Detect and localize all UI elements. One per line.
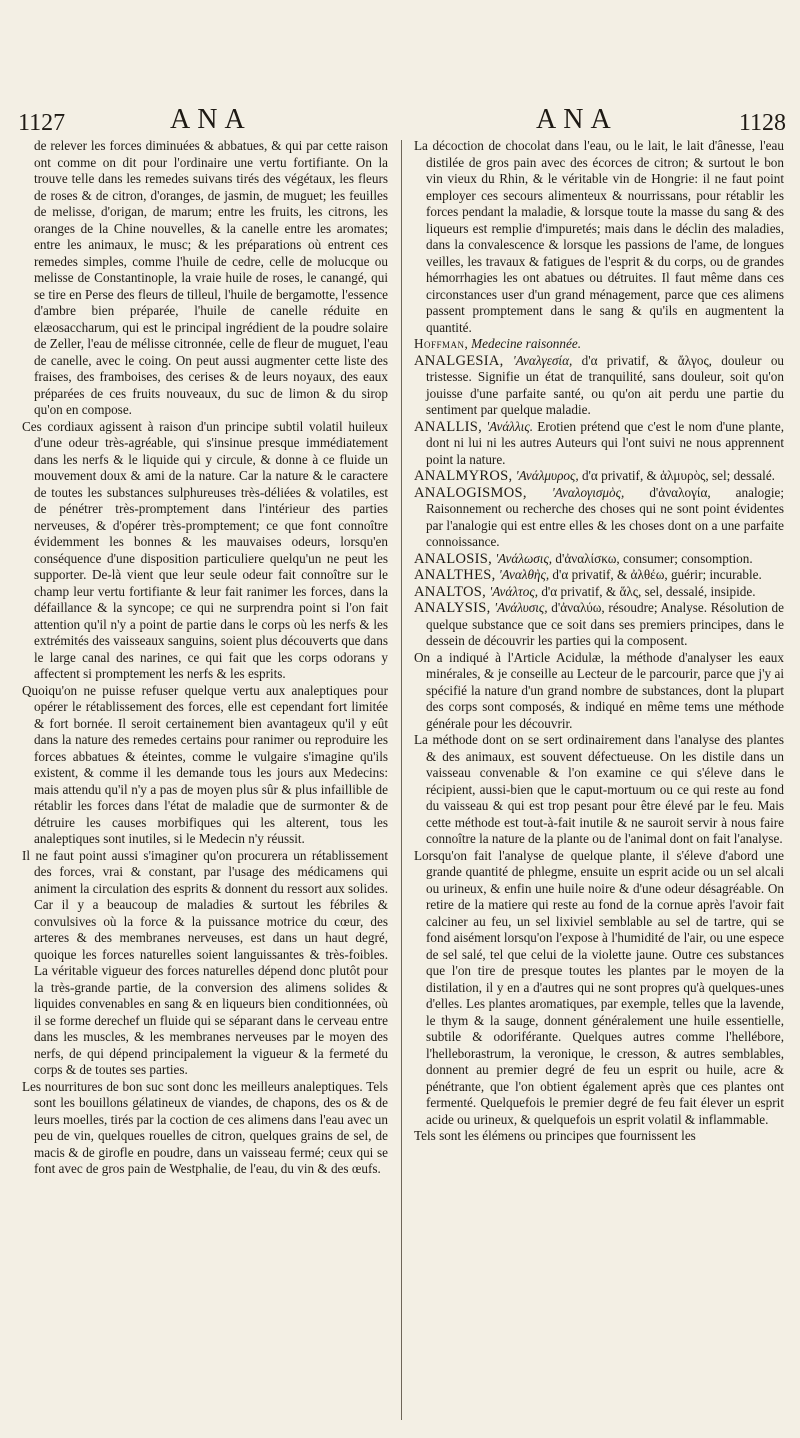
entry-headword: ANALOSIS, <box>414 550 493 567</box>
entry-definition: d'ἀναλύω, résoudre; Analyse. Résolution de quelque substance que ce soit dans ses premiers principes, dans le dessein de découvrir les parties qui la composent. <box>426 600 784 648</box>
dictionary-entry <box>414 468 784 485</box>
right-column <box>414 138 784 1438</box>
dictionary-entry <box>414 567 784 584</box>
left-column <box>22 138 388 1438</box>
entry-greek: 'Αναλθὴς, <box>498 567 550 582</box>
dictionary-entry <box>414 419 784 469</box>
right-running-head: ANA <box>536 104 618 135</box>
author-signature: Hoffman, Medecine raisonnée. <box>414 336 581 351</box>
entry-greek: 'Ανάλυσις, <box>494 600 548 615</box>
entry-headword: ANALLIS, <box>414 418 483 435</box>
paragraph: La méthode dont on se sert ordinairement dans l'analyse des plantes & des animaux, est souvent défectueuse. On les distile dans un vaisseau convenable & l'on examine ce qui s'éleve dans le récipient, aussi-bien que le caput-mortuum ou ce qui reste au fond du vaisseau & qui est trop pesant pour être élevé par le feu. Mais cette méthode est tout-à-fait inutile & ne sauroit servir à nous faire connoître la nature de la plante ou de l'animal dont on fait l'analyse. <box>414 732 784 846</box>
paragraph: La décoction de chocolat dans l'eau, ou le lait, le lait d'ânesse, l'eau distilée de gros pain avec des écorces de citron; & surtout le bon vin vieux du Rhin, & le véritable vin de Hongrie: il ne faut point employer ces secours alimenteux & nourrissans, pour rétablir les forces pendant la maladie, & lorsque toute la masse du sang & des liqueurs est remplie d'impuretés; mais dans le déclin des maladies, dans la convalescence & lorsque les passions de l'ame, de longues veilles, les travaux & fatigues de l'esprit & du corps, ou de grandes hémorrhagies les ont abatues ou détruites. Il faut même dans ces circonstances user d'un grand ménagement, parce que ces alimens passent promptement dans le sang & qu'ils en augmentent la quantité. <box>414 138 784 335</box>
entry-headword: ANALYSIS, <box>414 600 491 616</box>
entry-headword: ANALMYROS, <box>414 468 513 484</box>
paragraph: de relever les forces diminuées & abbatues, & qui par cette raison ont comme on dit pour l'ordinaire une vertu fortifiante. On la trouve telle dans les remedes suivans tirés des végétaux, les fleurs de roses & de citron, d'oranges, de jasmin, de muguet; les feuilles de melisse, d'origan, de marum; entre les fruits, les citrons, les oranges de la Chine nouvelles, & la canelle entre les aromates; entre les animaux, le musc; & les préparations où entrent ces remedes simples, comme l'huile de cedre, celle de molucque ou melisse de Constantinople, la vraie huile de roses, le canangé, qui se tire en Perse des fleurs de tilleul, l'huile de bergamotte, l'essence d'ambre bien préparée, l'huile de canelle réduite en elæosaccharum, qui est le principal ingrédient de la poudre solaire de Zeller, l'eau de mélisse citronnée, celle de fleur de muguet, l'eau de canelle, avec le coing. On peut aussi augmenter cette liste des fraises, des framboises, des cerises & de leurs noyaux, des eaux préparées de ces fruits nouveaux, du suc de limon & du sirop qu'on en compose. <box>34 138 388 417</box>
left-running-head: ANA <box>170 104 252 135</box>
entry-greek: 'Ανάλτος, <box>489 583 539 599</box>
entry-definition: d'α privatif, & ἅλς, sel, dessalé, insipide. <box>541 583 756 599</box>
entry-definition: d'ἀναλίσκω, consumer; consomption. <box>555 550 753 566</box>
dictionary-entry <box>414 353 784 419</box>
entry-headword: ANALOGISMOS, <box>414 484 527 501</box>
dictionary-entry <box>414 600 784 650</box>
right-page-number: 1128 <box>738 110 786 136</box>
paragraph: Il ne faut point aussi s'imaginer qu'on procurera un rétablissement des forces, vrai & constant, par l'usage des médicamens qui animent la circulation des esprits & donnent du ressort aux solides. Car il y a beaucoup de maladies & surtout les fébriles & convulsives où la force & la puissance motrice du cœur, des arteres & des membranes nerveuses, est dans un haut degré, quoique les forces naturelles soient languissantes & très-foibles. La véritable vigueur des forces naturelles dépend donc plutôt pour la très-grande partie, de la conversion des alimens solides & liquides convenables en sang & en liqueurs bien conditionnées, où il se forme derechef un fluide qui se séparant dans le cerveau entre dans les muscles, & les membranes nerveuses par le moyen des nerfs, de qui dépend principalement la vigueur & la fermeté du corps & de toutes ses parties. <box>22 847 388 1077</box>
paragraph: Lorsqu'on fait l'analyse de quelque plante, il s'éleve d'abord une grande quantité de phlegme, ensuite un esprit acide ou un sel alcali ou urineux, & enfin une huile noire & d'une odeur désagréable. On retire de la matiere qui reste au fond de la cornue après l'avoir fait calciner au feu, un sel lixiviel semblable au sel de tartre, qui se fond aisément lorsqu'on l'expose à l'humidité de l'air, ou une espece de sel salé, tel que celui de la violette jaune. Outre ces substances que l'on tire de presque toutes les plantes par le moyen de la distilation, il y en a d'autres qui ne sont propres qu'à quelques-unes d'elles. Les plantes aromatiques, par exemple, telles que la lavende, le thym & la sauge, donnent généralement une huile essentielle, subtile & odoriférante. Quelques autres comme l'hellébore, l'helleborastrum, la veronique, le cresson, & autres semblables, donnent au premier degré de feu un esprit ou huile, acre & pénétrante, que l'on obtient également après que ces plantes ont fermenté. Quelquefois le premier degré de feu fait élever un esprit acide ou urineux, & quelquefois un esprit volatil & inflammable. <box>414 847 784 1127</box>
entry-definition: Erotien prétend que c'est le nom d'une plante, dont ni lui ni les autres Auteurs qui l'ont suivi ne nous apprennent point la nature. <box>426 418 784 467</box>
entry-greek: 'Ανάλλις. <box>486 418 533 434</box>
paragraph: Ces cordiaux agissent à raison d'un principe subtil volatil huileux d'une odeur très-agréable, qui s'insinue presque immédiatement dans les nerfs & le liquide qui y circule, & donne à ce fluide un mouvement doux & ami de la nature. Car la nature & le caractere de toutes les substances sulphureuses très-déliées & volatiles, est de pénétrer très-promptement dans l'intérieur des parties nerveuses, & d'opérer très-promptement; ce que font connoître évidemment les bonnes & les mauvaises odeurs, lorsqu'en conséquence d'une disposition particuliere quelqu'un ne peut les supporter. De-là vient que leur seule odeur fait connoître sur le champ leur vertu fortifiante & leur fait ranimer les forces, dans la défaillance & la syncope; ce qui ne surprendra point si l'on fait attention qu'il n'y a point de partie dans le corps où les nerfs & les extrémités des vaisseaux sanguins, soient plus découverts que dans le large canal des narines, ce qui fait que les corps odorans y affectent si promptement les nerfs & les esprits. <box>22 418 388 681</box>
signature-work: Medecine raisonnée. <box>471 336 581 351</box>
paragraph: Quoiqu'on ne puisse refuser quelque vertu aux analeptiques pour opérer le rétablissement des forces, elle est cependant fort limitée & fort bornée. Il seroit certainement bien avantageux qu'il y eût dans la nature des remedes certains pour ranimer ou reproduire les forces abbatues & éteintes, comme le vulgaire s'imagine qu'ils existent, & comme il les demande tous les jours aux Medecins: mais attendu qu'il n'y a pas de moyen plus sûr & plus infaillible de rétablir les forces dans l'état de maladie que de surmonter & de détruire les causes morbifiques qui les alterent, tous les analeptiques sont inutiles, si le Medecin n'y réussit. <box>22 682 388 846</box>
paragraph: Tels sont les élémens ou principes que fournissent les <box>414 1128 696 1143</box>
paragraph: On a indiqué à l'Article Acidulæ, la méthode d'analyser les eaux minérales, & je conseille au Lecteur de le parcourir, parce que j'y ai spécifié la nature d'un grand nombre de substances, dont la plupart des corps sont composés, & indiqué en même tems une méthode générale pour les découvrir. <box>414 649 784 731</box>
entry-headword: ANALGESIA, <box>414 352 504 369</box>
dictionary-entry <box>414 551 784 568</box>
dictionary-entry <box>414 584 784 601</box>
column-divider <box>401 140 402 1420</box>
left-page-number: 1127 <box>18 110 66 136</box>
entry-headword: ANALTOS, <box>414 583 487 600</box>
signature-author: Hoffman <box>414 336 465 351</box>
entry-greek: 'Αναλγεσία, <box>512 352 573 368</box>
page-header <box>18 104 786 138</box>
entry-definition: d'α privatif, & ἀλθέω, guérir; incurable. <box>552 567 762 582</box>
entry-headword: ANALTHES, <box>414 567 496 583</box>
entry-greek: 'Αναλογισμὸς, <box>551 484 625 500</box>
entry-definition: d'ἀναλογία, analogie; Raisonnement ou recherche des choses qui ne sont point évidentes par l'analogie qui est entre elles & les choses dont on a une parfaite connoissance. <box>426 484 784 549</box>
entry-greek: 'Ανάλμυρος, <box>515 468 579 483</box>
entry-definition: d'α privatif, & ἄλγος, douleur ou tristesse. Signifie un état de tranquilité, sans douleur, soit qu'on jouisse d'une parfaite santé, ou qu'on ait perdu une partie du sentiment par quelque maladie. <box>426 352 784 417</box>
entry-greek: 'Ανάλωσις, <box>495 550 553 566</box>
dictionary-entry <box>414 485 784 551</box>
entry-definition: d'α privatif, & ἁλμυρὸς, sel; dessalé. <box>581 468 775 483</box>
paragraph: Les nourritures de bon suc sont donc les meilleurs analeptiques. Tels sont les bouillons gélatineux de viandes, de chapons, des os & de leurs moelles, tirés par la coction de ces alimens dans l'eau avec un peu de vin, quelques rouelles de citron, quelques grains de sel, de macis & de girofle en poudre, dans un vaisseau fermé; ceux qui se font avec de gros pain de Westphalie, de l'eau, du vin & des œufs. <box>22 1078 388 1176</box>
